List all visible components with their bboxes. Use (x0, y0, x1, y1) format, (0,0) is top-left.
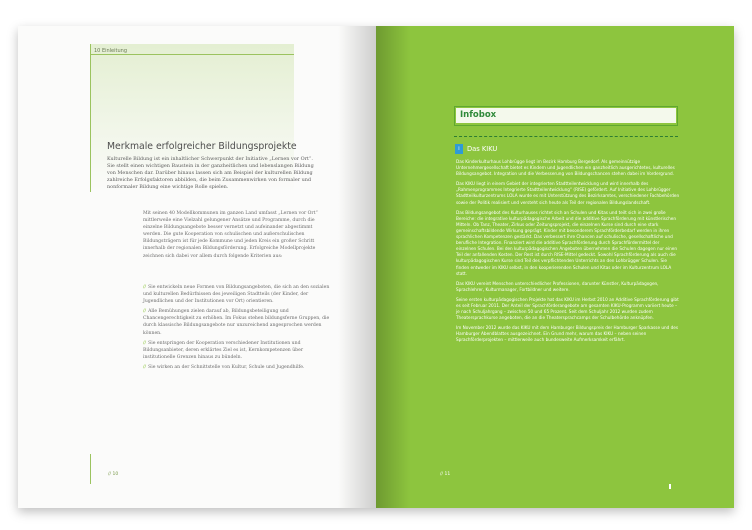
bullet-mark: // (143, 364, 147, 370)
dashed-divider (454, 136, 678, 137)
kiku-paragraph: Im November 2012 wurde das KIKU mit dem Hamburger Bildungspreis der Hamburger Sparkasse und des Hamburger Abendblattes ausgezeichnet. Ein Grund mehr, warum das KIKU – neben seinen Sprachförderprojekten – mittlerweile auch bundesweite Aufmerksamkeit erfährt. (456, 325, 679, 343)
kiku-paragraph: Das KIKU liegt in einem Gebiet der integrierten Stadtteilentwicklung und wird innerhalb des „Rahmenprogrammes Integrierte Stadtteilentwicklung“ (RISE) gefördert. Auf Initiative des Lohbrügger Stadtteilkulturzentrums LOLA wurde es mit Unterstützung des Bezirksamtes, verschiedener Fachbehörden sowie der Politik realisiert und versteht sich heute als Teil der regionalen Bildungslandschaft. (456, 181, 680, 205)
list-item-text: Sie wirken an der Schnittstelle von Kultur, Schule und Jugendhilfe. (148, 364, 305, 370)
intro-paragraph: Kulturelle Bildung ist ein inhaltlicher Schwerpunkt der Initiative „Lernen vor Ort“. Sie stellt einen wichtigen Baustein in der ganzheitlichen und lebenslangen Bildung von Menschen dar. Darüber hinaus lassen sich am Beispiel der kulturellen Bildung zahlreiche Erfolgsfaktoren abbilden, die beim Zusammenwirken von formaler und nonformaler Bildung eine wichtige Rolle spielen. (107, 156, 314, 191)
bullet-mark: // (143, 340, 147, 346)
kiku-paragraph: Das KIKU vereint Menschen unterschiedlicher Professionen, darunter Künstler, Kulturpädagogen, Sprachlehrer, Kulturmanager, Fortbildner und weitere. (456, 280, 659, 292)
bullet-mark: // (143, 309, 147, 315)
body-paragraph: Mit seinen 40 Modellkommunen im ganzen Land umfasst „Lernen vor Ort“ mittlerweile eine Vielzahl gelungener Ansätze und Programme, durch die einzelne Bildungsangebote besser vernetzt und aufeinander abgestimmt werden. Die gute Kooperation von schulischen und außerschulischen Bildungsträgern ist für jede Kommune und jeden Kreis ein großer Schritt innerhalb der regionalen Bildungsförderung. Erfolgreiche Modellprojekte zeichnen sich dabei vor allem durch folgende Kriterien aus: (143, 211, 318, 259)
infobox-title: Infobox (460, 110, 497, 120)
list-item (143, 364, 331, 371)
page-number-left: // 10 (108, 472, 119, 477)
list-item-text: Sie entspringen der Kooperation verschiedener Institutionen und Bildungsanbieter, deren erklärtes Ziel es ist, Kernkompetenzen über institutionelle Grenzen hinaus zu bündeln. (143, 340, 304, 360)
section-tag: 10 Einleitung (94, 48, 127, 54)
bullet-mark: // (143, 285, 147, 290)
kiku-text (456, 159, 680, 348)
criteria-list (143, 284, 331, 374)
list-item (143, 308, 331, 336)
page-number-right: // 11 (440, 472, 451, 477)
margin-rule-vertical (90, 44, 91, 192)
gutter-shadow-left (338, 26, 376, 508)
kiku-paragraph: Das Kinderkulturhaus Lohbrügge liegt im Bezirk Hamburg Bergedorf. Als gemeinnützige Unternehmergesellschaft bietet es Kindern und Jugendlichen ein ganzheitlich ausgerichtetes, kulturelles Bildungsangebot. Integration und die Verbesserung von Bildungschancen stehen dabei im Vordergrund. (456, 159, 675, 177)
footer-rule-vertical (90, 454, 91, 484)
left-page (18, 26, 376, 508)
gutter-shadow-right (376, 26, 410, 508)
list-item (143, 284, 331, 305)
info-badge-icon: i (455, 144, 463, 154)
list-item-text: Sie entwickeln neue Formen von Bildungsangeboten, die sich an den sozialen und kulturellen Bedürfnissen des jeweiligen Stadtteils (der Kinder, der Jugendlichen und der Institutionen vor Ort) orientieren. (143, 285, 330, 305)
kiku-heading: Das KIKU (467, 145, 498, 153)
end-marker (669, 484, 671, 489)
list-item (143, 340, 331, 361)
book-spread (18, 26, 734, 508)
header-rule (90, 54, 294, 55)
list-item-text: Alle Bemühungen zielen darauf ab, Bildungsbeteiligung und Chancengerechtigkeit zu erhöhen. Im Fokus stehen bildungsferne Gruppen, die durch klassische Bildungsangebote nur unzureichend angesprochen werden können. (143, 309, 330, 336)
kiku-paragraph: Das Bildungsangebot des Kulturhauses richtet sich an Schulen und Kitas und teilt sich in zwei große Bereiche: die integrative kulturpädagogische Arbeit und die additive Sprachförderung mit künstlerischen Mitteln. Ob Tanz, Theater, Zirkus oder Zeitungsprojekt, die einzelnen Kurse sind durch eine stark gemeinschaftsbildende Wirkung geprägt. Kinder mit besonderem Sprachförderbedarf werden in ihren sprachlichen Kompetenzen gestärkt. Das verbessert ihre Chancen auf schulische, gesellschaftliche und berufliche Integration. Finanziert wird die additive Sprachförderung durch Sprachfördermittel der einzelnen Schulen. Bei den kulturpädagogischen Angeboten übernehmen die Schulen dagegen nur einen Teil der anfallenden Kosten. Der Rest ist durch RISE-Mittel gedeckt. Sowohl Sprachförderung als auch die kulturpädagogischen Kurse sind Teil des verpflichtenden Unterrichts an den Lohbrügger Schulen. Sie finden entweder im KIKU selbst, in den kooperierenden Schulen und Kitas oder im Kulturzentrum LOLA statt. (456, 209, 677, 276)
right-page (376, 26, 734, 508)
page-heading: Merkmale erfolgreicher Bildungsprojekte (107, 141, 297, 152)
kiku-paragraph: Seine ersten kulturpädagogischen Projekte hat das KIKU im Herbst 2010 an Additive Sprachförderung gibt es seit Februar 2011. Der Anteil der Sprachförderangebote am gesamten KIKU-Programm variiert heute – je nach Schuljahrgang – zwischen 50 und 65 Prozent. Seit dem Schuljahr 2012 wurden zudem Theatersprachkurse angeboten, die an die Theatersprachcamps der Schulbehörde anknüpfen. (456, 296, 679, 321)
